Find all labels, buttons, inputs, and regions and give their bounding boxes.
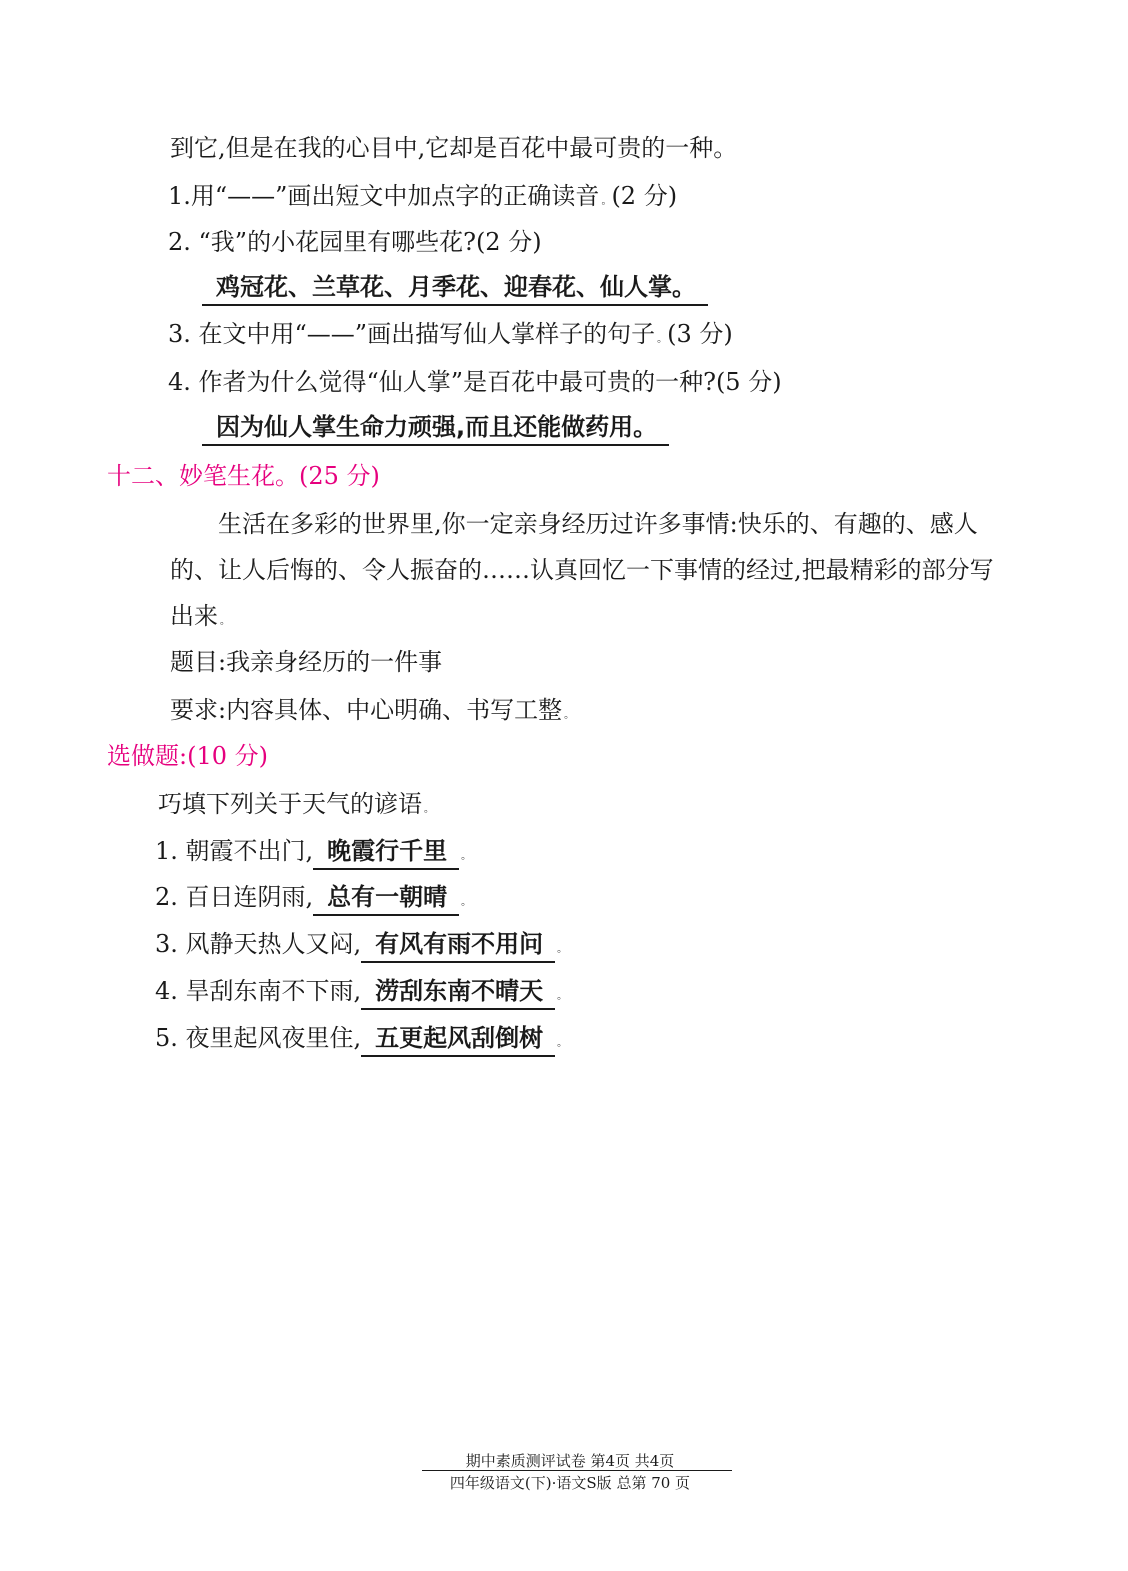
question-4-answer[interactable]: 因为仙人掌生命力顽强,而且还能做药用。 [202, 410, 669, 446]
proverb-period: 。 [461, 851, 472, 862]
question-1-period: 。 [601, 196, 612, 207]
proverb-item [155, 880, 471, 919]
proverb-period: 。 [557, 991, 568, 1002]
question-2 [168, 226, 542, 258]
footer-line-2: 四年级语文(下)·语文S版 总第 70 页 [449, 1474, 691, 1492]
proverb-period: 。 [557, 944, 568, 955]
proverb-prefix: 4. 旱刮东南不下雨, [155, 977, 362, 1005]
optional-intro-period: 。 [424, 804, 434, 815]
proverb-period: 。 [461, 897, 472, 908]
section-12-title: 十二、妙笔生花。(25 分) [107, 462, 380, 490]
question-3-text: 3. 在文中用“——”画出描写仙人掌样子的句子 [168, 320, 656, 348]
proverb-prefix: 2. 百日连阴雨, [155, 883, 314, 911]
section-12-paragraph-text: 出来 [170, 602, 218, 630]
optional-intro [158, 788, 434, 826]
question-1-score: (2 分) [611, 182, 678, 210]
question-1 [168, 180, 677, 218]
section-12-topic: 题目:我亲身经历的一件事 [170, 648, 443, 676]
footer-line-1: 期中素质测评试卷 第4页 共4页 [465, 1452, 675, 1470]
question-1-text: 1.用“——”画出短文中加点字的正确读音 [168, 182, 600, 210]
passage-continuation: 到它,但是在我的心目中,它却是百花中最可贵的一种。 [170, 134, 738, 162]
optional-intro-text: 巧填下列关于天气的谚语 [158, 790, 422, 818]
proverb-answer[interactable]: 五更起风刮倒树 [361, 1021, 555, 1057]
proverb-period: 。 [557, 1038, 568, 1049]
proverb-item [155, 834, 471, 873]
section-12-requirements-period: 。 [564, 710, 575, 721]
question-4-text: 4. 作者为什么觉得“仙人掌”是百花中最可贵的一种? [168, 368, 716, 396]
proverb-answer[interactable]: 晚霞行千里 [313, 834, 459, 870]
question-2-score: (2 分) [475, 228, 542, 256]
question-2-answer-line [202, 270, 708, 306]
proverb-item [155, 927, 567, 966]
section-12-paragraph-line-3 [170, 600, 230, 638]
question-4 [168, 366, 782, 398]
question-3-score: (3 分) [667, 320, 733, 348]
proverb-prefix: 1. 朝霞不出门, [155, 837, 314, 865]
proverb-prefix: 5. 夜里起风夜里住, [155, 1024, 362, 1052]
footer-divider [422, 1470, 732, 1471]
proverb-answer[interactable]: 总有一朝晴 [313, 880, 459, 916]
proverb-answer[interactable]: 有风有雨不用问 [361, 927, 555, 963]
question-2-text: 2. “我”的小花园里有哪些花? [168, 228, 476, 256]
section-12-requirements [170, 694, 574, 732]
optional-title: 选做题:(10 分) [107, 742, 268, 770]
proverb-answer[interactable]: 涝刮东南不晴天 [361, 974, 555, 1010]
question-4-score: (5 分) [715, 368, 782, 396]
section-12-paragraph-line-2: 的、让人后悔的、令人振奋的……认真回忆一下事情的经过,把最精彩的部分写 [170, 556, 994, 584]
proverb-item [155, 974, 567, 1013]
question-2-answer[interactable]: 鸡冠花、兰草花、月季花、迎春花、仙人掌。 [202, 270, 708, 306]
section-12-paragraph-line-1: 生活在多彩的世界里,你一定亲身经历过许多事情:快乐的、有趣的、感人 [218, 510, 978, 538]
question-3-period: 。 [657, 334, 668, 345]
proverb-item [155, 1021, 567, 1060]
question-3 [168, 318, 733, 356]
section-12-paragraph-period: 。 [220, 616, 230, 627]
question-4-answer-line [202, 410, 669, 446]
section-12-requirements-text: 要求:内容具体、中心明确、书写工整 [170, 696, 563, 724]
proverb-prefix: 3. 风静天热人又闷, [155, 930, 362, 958]
